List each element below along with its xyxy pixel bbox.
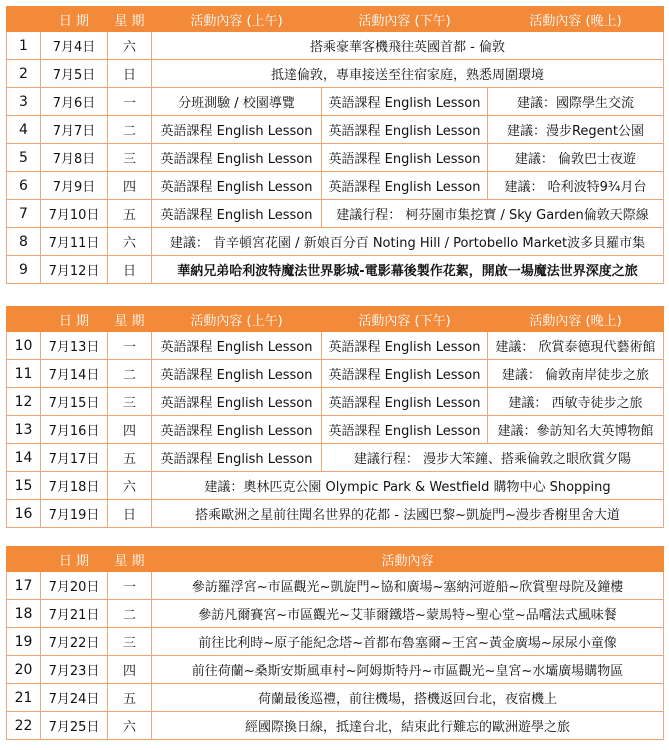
row-activity-morning: 英語課程 English Lesson bbox=[152, 444, 322, 472]
row-date: 7月7日 bbox=[41, 116, 108, 144]
header-evening: 活動內容 (晚上) bbox=[488, 7, 664, 32]
row-activity-full-day: 建議：奧林匹克公園 Olympic Park & Westfield 購物中心 Shopping bbox=[152, 472, 664, 500]
row-activity-afternoon: 英語課程 English Lesson bbox=[322, 172, 488, 200]
table-row bbox=[7, 332, 664, 360]
row-activity-morning: 分班測驗 / 校園導覽 bbox=[152, 88, 322, 116]
row-activity-morning: 英語課程 English Lesson bbox=[152, 332, 322, 360]
row-activity: 前往荷蘭~桑斯安斯風車村~阿姆斯特丹~市區觀光~皇宮~水壩廣場購物區 bbox=[152, 656, 664, 684]
row-weekday: 六 bbox=[108, 712, 152, 740]
table-row bbox=[7, 684, 664, 712]
row-weekday: 日 bbox=[108, 60, 152, 88]
row-number: 11 bbox=[7, 360, 41, 388]
row-weekday: 五 bbox=[108, 200, 152, 228]
row-activity: 經國際換日線，抵達台北，結束此行難忘的歐洲遊學之旅 bbox=[152, 712, 664, 740]
row-date: 7月18日 bbox=[41, 472, 108, 500]
row-weekday: 六 bbox=[108, 32, 152, 60]
row-weekday: 日 bbox=[108, 256, 152, 284]
table-row bbox=[7, 712, 664, 740]
row-date: 7月22日 bbox=[41, 628, 108, 656]
row-number: 22 bbox=[7, 712, 41, 740]
row-number: 5 bbox=[7, 144, 41, 172]
header-no bbox=[7, 7, 41, 32]
table-row bbox=[7, 172, 664, 200]
row-date: 7月16日 bbox=[41, 416, 108, 444]
row-activity-afternoon-evening: 建議行程： 漫步大笨鐘、搭乘倫敦之眼欣賞夕陽 bbox=[322, 444, 664, 472]
table-row bbox=[7, 416, 664, 444]
row-activity-afternoon: 英語課程 English Lesson bbox=[322, 360, 488, 388]
header-morning: 活動內容 (上午) bbox=[152, 307, 322, 332]
row-weekday: 三 bbox=[108, 628, 152, 656]
row-activity-full-day: 建議： 肯辛頓宮花園 / 新娘百分百 Noting Hill / Portobello Market波多貝羅市集 bbox=[152, 228, 664, 256]
row-date: 7月23日 bbox=[41, 656, 108, 684]
row-activity-morning: 英語課程 English Lesson bbox=[152, 360, 322, 388]
row-activity-evening: 建議：國際學生交流 bbox=[488, 88, 664, 116]
row-date: 7月9日 bbox=[41, 172, 108, 200]
row-date: 7月8日 bbox=[41, 144, 108, 172]
header-activity: 活動內容 bbox=[152, 547, 664, 572]
row-weekday: 五 bbox=[108, 444, 152, 472]
header-afternoon: 活動內容 (下午) bbox=[322, 307, 488, 332]
table-row bbox=[7, 500, 664, 528]
row-activity-evening: 建議： 倫敦南岸徒步之旅 bbox=[488, 360, 664, 388]
row-number: 20 bbox=[7, 656, 41, 684]
row-activity-evening: 建議： 哈利波特9¾月台 bbox=[488, 172, 664, 200]
schedule-table-europe-tour bbox=[6, 546, 664, 740]
row-number: 17 bbox=[7, 572, 41, 600]
row-date: 7月15日 bbox=[41, 388, 108, 416]
row-number: 14 bbox=[7, 444, 41, 472]
row-date: 7月21日 bbox=[41, 600, 108, 628]
row-number: 21 bbox=[7, 684, 41, 712]
row-number: 19 bbox=[7, 628, 41, 656]
row-number: 15 bbox=[7, 472, 41, 500]
schedule-table-week-1 bbox=[6, 6, 664, 284]
row-activity-morning: 英語課程 English Lesson bbox=[152, 200, 322, 228]
row-weekday: 五 bbox=[108, 684, 152, 712]
header-morning: 活動內容 (上午) bbox=[152, 7, 322, 32]
header-no bbox=[7, 307, 41, 332]
table-row bbox=[7, 60, 664, 88]
table-row bbox=[7, 200, 664, 228]
row-weekday: 四 bbox=[108, 172, 152, 200]
row-activity-evening: 建議： 西敏寺徒步之旅 bbox=[488, 388, 664, 416]
row-weekday: 四 bbox=[108, 656, 152, 684]
row-number: 10 bbox=[7, 332, 41, 360]
table-header-row bbox=[7, 307, 664, 332]
row-date: 7月19日 bbox=[41, 500, 108, 528]
table-row bbox=[7, 228, 664, 256]
row-weekday: 六 bbox=[108, 228, 152, 256]
row-number: 7 bbox=[7, 200, 41, 228]
row-activity-afternoon: 英語課程 English Lesson bbox=[322, 416, 488, 444]
row-date: 7月6日 bbox=[41, 88, 108, 116]
row-number: 2 bbox=[7, 60, 41, 88]
row-date: 7月14日 bbox=[41, 360, 108, 388]
row-number: 8 bbox=[7, 228, 41, 256]
header-date: 日 期 bbox=[41, 7, 108, 32]
table-row bbox=[7, 88, 664, 116]
row-weekday: 一 bbox=[108, 572, 152, 600]
row-number: 3 bbox=[7, 88, 41, 116]
row-date: 7月13日 bbox=[41, 332, 108, 360]
row-weekday: 二 bbox=[108, 116, 152, 144]
row-number: 9 bbox=[7, 256, 41, 284]
row-activity-morning: 英語課程 English Lesson bbox=[152, 116, 322, 144]
table-row bbox=[7, 472, 664, 500]
row-activity-afternoon-evening: 建議行程： 柯芬園市集挖寶 / Sky Garden倫敦天際線 bbox=[322, 200, 664, 228]
row-number: 6 bbox=[7, 172, 41, 200]
row-activity-evening: 建議：漫步Regent公園 bbox=[488, 116, 664, 144]
row-activity: 荷蘭最後巡禮，前往機場，搭機返回台北，夜宿機上 bbox=[152, 684, 664, 712]
header-date: 日 期 bbox=[41, 547, 108, 572]
row-date: 7月17日 bbox=[41, 444, 108, 472]
row-date: 7月4日 bbox=[41, 32, 108, 60]
header-evening: 活動內容 (晚上) bbox=[488, 307, 664, 332]
table-row bbox=[7, 600, 664, 628]
row-activity-evening: 建議： 欣賞泰德現代藝術館 bbox=[488, 332, 664, 360]
row-weekday: 一 bbox=[108, 88, 152, 116]
header-afternoon: 活動內容 (下午) bbox=[322, 7, 488, 32]
row-number: 1 bbox=[7, 32, 41, 60]
table-row bbox=[7, 360, 664, 388]
row-activity-afternoon: 英語課程 English Lesson bbox=[322, 388, 488, 416]
table-row bbox=[7, 628, 664, 656]
row-activity-afternoon: 英語課程 English Lesson bbox=[322, 144, 488, 172]
row-date: 7月25日 bbox=[41, 712, 108, 740]
row-activity-evening: 建議： 倫敦巴士夜遊 bbox=[488, 144, 664, 172]
row-activity-morning: 英語課程 English Lesson bbox=[152, 388, 322, 416]
header-weekday: 星 期 bbox=[108, 547, 152, 572]
table-header-row bbox=[7, 547, 664, 572]
table-row bbox=[7, 656, 664, 684]
row-weekday: 日 bbox=[108, 500, 152, 528]
row-date: 7月11日 bbox=[41, 228, 108, 256]
row-number: 13 bbox=[7, 416, 41, 444]
table-row bbox=[7, 572, 664, 600]
row-weekday: 三 bbox=[108, 144, 152, 172]
table-row bbox=[7, 32, 664, 60]
row-date: 7月12日 bbox=[41, 256, 108, 284]
row-number: 18 bbox=[7, 600, 41, 628]
schedule-table-week-2 bbox=[6, 306, 664, 528]
row-activity-afternoon: 英語課程 English Lesson bbox=[322, 116, 488, 144]
row-weekday: 二 bbox=[108, 360, 152, 388]
row-number: 16 bbox=[7, 500, 41, 528]
header-weekday: 星 期 bbox=[108, 7, 152, 32]
row-weekday: 六 bbox=[108, 472, 152, 500]
row-activity-full-day: 搭乘豪華客機飛往英國首都 - 倫敦 bbox=[152, 32, 664, 60]
row-date: 7月24日 bbox=[41, 684, 108, 712]
table-row bbox=[7, 144, 664, 172]
header-weekday: 星 期 bbox=[108, 307, 152, 332]
row-activity-evening: 建議：參訪知名大英博物館 bbox=[488, 416, 664, 444]
row-activity-full-day: 抵達倫敦，專車接送至往宿家庭，熟悉周圍環境 bbox=[152, 60, 664, 88]
row-activity-morning: 英語課程 English Lesson bbox=[152, 416, 322, 444]
table-row bbox=[7, 116, 664, 144]
table-header-row bbox=[7, 7, 664, 32]
header-date: 日 期 bbox=[41, 307, 108, 332]
row-activity-full-day: 搭乘歐洲之星前往聞名世界的花都 - 法國巴黎~凱旋門~漫步香榭里舍大道 bbox=[152, 500, 664, 528]
row-weekday: 一 bbox=[108, 332, 152, 360]
row-activity-full-day: 華納兄弟哈利波特魔法世界影城-電影幕後製作花絮，開啟一場魔法世界深度之旅 bbox=[152, 256, 664, 284]
table-row bbox=[7, 388, 664, 416]
row-activity: 參訪凡爾賽宮~市區觀光~艾菲爾鐵塔~蒙馬特~聖心堂~品嚐法式風味餐 bbox=[152, 600, 664, 628]
table-row bbox=[7, 444, 664, 472]
row-activity-morning: 英語課程 English Lesson bbox=[152, 144, 322, 172]
row-number: 12 bbox=[7, 388, 41, 416]
row-activity-afternoon: 英語課程 English Lesson bbox=[322, 332, 488, 360]
header-no bbox=[7, 547, 41, 572]
row-activity-morning: 英語課程 English Lesson bbox=[152, 172, 322, 200]
row-activity: 前往比利時~原子能紀念塔~首都布魯塞爾~王宮~黃金廣場~尿尿小童像 bbox=[152, 628, 664, 656]
row-activity: 參訪羅浮宮~市區觀光~凱旋門~協和廣場~塞納河遊船~欣賞聖母院及鐘樓 bbox=[152, 572, 664, 600]
row-date: 7月20日 bbox=[41, 572, 108, 600]
row-weekday: 三 bbox=[108, 388, 152, 416]
row-date: 7月5日 bbox=[41, 60, 108, 88]
row-weekday: 四 bbox=[108, 416, 152, 444]
row-date: 7月10日 bbox=[41, 200, 108, 228]
row-number: 4 bbox=[7, 116, 41, 144]
row-weekday: 二 bbox=[108, 600, 152, 628]
row-activity-afternoon: 英語課程 English Lesson bbox=[322, 88, 488, 116]
table-row bbox=[7, 256, 664, 284]
